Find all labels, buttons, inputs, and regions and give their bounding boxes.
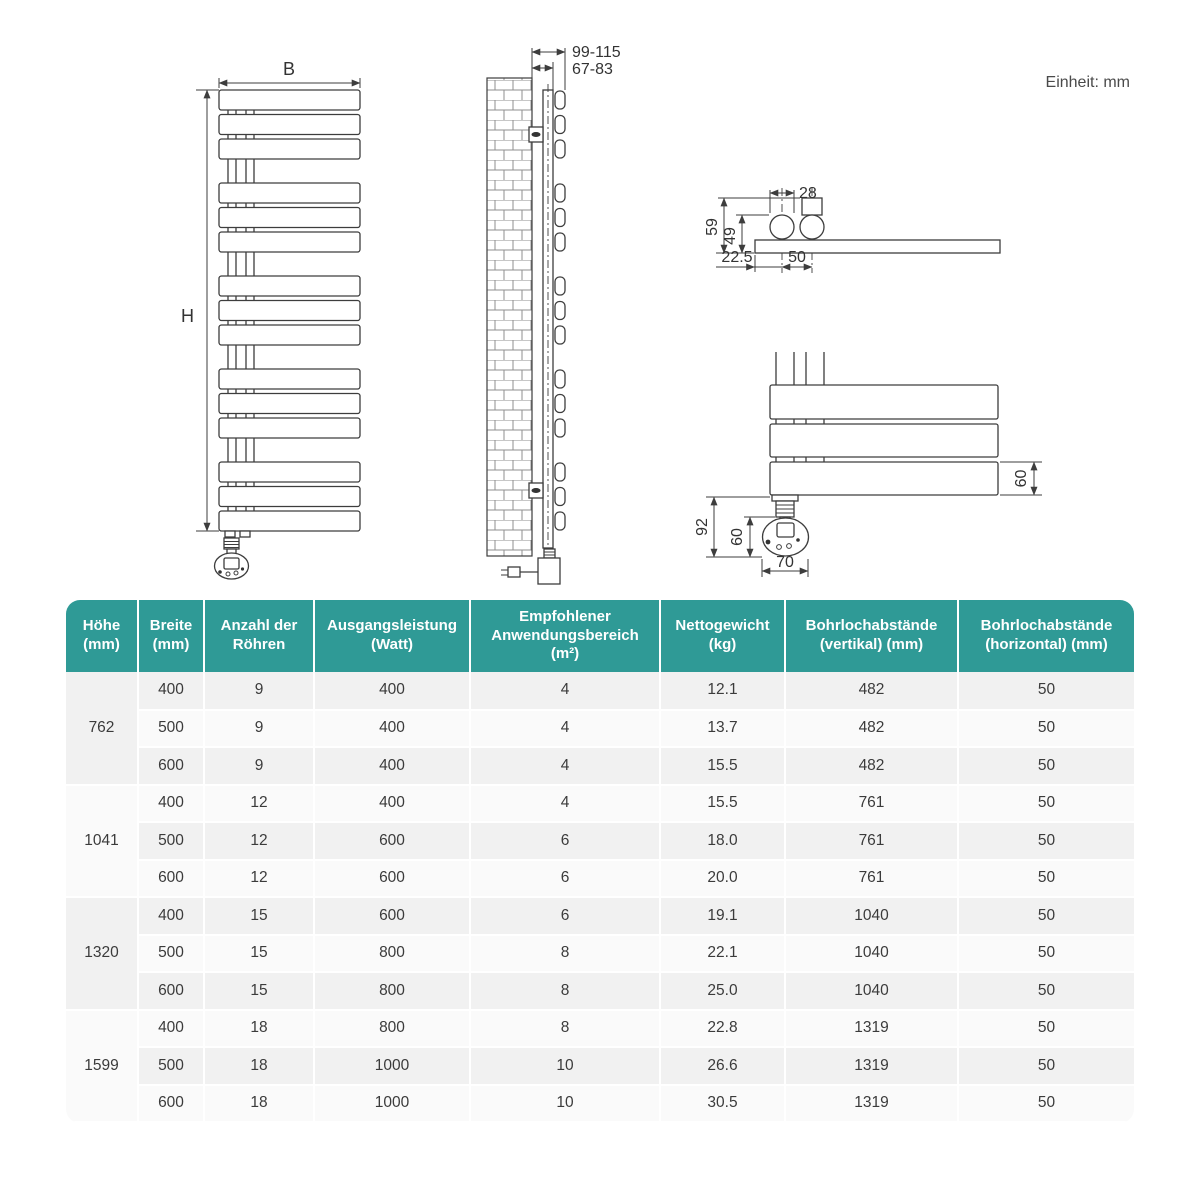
header-nettogewicht: Nettogewicht (kg) [660,600,785,672]
table-row [66,972,1134,1010]
table-cell: 1000 [314,1085,470,1123]
table-cell: 18.0 [660,822,785,860]
dim-label-height: H [181,306,194,326]
wall-bracket-bottom [529,483,543,498]
table-header-row [66,600,1134,672]
header-breite: Breite (mm) [138,600,204,672]
dim-mount-depth [532,44,621,90]
heating-element-detail [763,495,809,556]
table-cell: 482 [785,747,958,785]
table-cell: 800 [314,935,470,973]
table-cell: 500 [138,1047,204,1085]
bottom-detail [694,352,1042,577]
table-row [66,935,1134,973]
table-cell: 1319 [785,1010,958,1048]
header-bohrloch-horizontal: Bohrlochabstände (horizontal) (mm) [958,600,1134,672]
dim-label-60-panel: 60 [1013,469,1030,488]
table-cell: 22.1 [660,935,785,973]
table-row [66,1047,1134,1085]
table-body [66,672,1134,1122]
heating-element-front [215,531,251,579]
table-row [66,1085,1134,1123]
table-row [66,1010,1134,1048]
table-cell: 50 [958,1010,1134,1048]
top-connection-detail [704,185,1000,273]
table-cell: 12 [204,860,314,898]
table-cell: 20.0 [660,860,785,898]
table-cell: 9 [204,710,314,748]
height-group-cell: 1041 [66,785,138,898]
table-cell: 1040 [785,897,958,935]
wall [487,78,532,556]
table-cell: 600 [138,747,204,785]
table-cell: 600 [138,1085,204,1123]
table-cell: 8 [470,972,660,1010]
dim-panel-depth [1000,462,1042,495]
table-cell: 4 [470,785,660,823]
table-cell: 6 [470,822,660,860]
dim-label-60-element: 60 [729,528,746,546]
table-cell: 600 [314,822,470,860]
table-cell: 1040 [785,935,958,973]
table-cell: 800 [314,972,470,1010]
table-cell: 18 [204,1047,314,1085]
table-cell: 482 [785,672,958,710]
wall-bracket-top [529,127,543,142]
table-cell: 50 [958,747,1134,785]
table-cell: 50 [958,935,1134,973]
table-cell: 13.7 [660,710,785,748]
table-cell: 1040 [785,972,958,1010]
header-bohrloch-vertikal: Bohrlochabstände (vertikal) (mm) [785,600,958,672]
height-group-cell: 1599 [66,1010,138,1123]
front-view [181,59,360,579]
table-cell: 1319 [785,1085,958,1123]
dim-label-70: 70 [776,554,794,571]
table-cell: 600 [314,897,470,935]
table-cell: 50 [958,1085,1134,1123]
table-cell: 22.8 [660,1010,785,1048]
table-cell: 15 [204,972,314,1010]
table-cell: 6 [470,897,660,935]
table-cell: 600 [314,860,470,898]
table-cell: 9 [204,672,314,710]
table-cell: 10 [470,1085,660,1123]
table-cell: 400 [314,747,470,785]
height-group-cell: 762 [66,672,138,785]
pipe-left [770,215,794,239]
table-cell: 26.6 [660,1047,785,1085]
table-cell: 600 [138,860,204,898]
dim-label-49: 49 [722,227,739,245]
table-row [66,747,1134,785]
front-bars [219,90,360,531]
table-cell: 12 [204,785,314,823]
table-cell: 12 [204,822,314,860]
height-group-cell: 1320 [66,897,138,1010]
table-cell: 761 [785,785,958,823]
table-cell: 8 [470,935,660,973]
table-row [66,672,1134,710]
dim-element-heights [694,497,775,557]
bottom-bars [770,385,998,495]
table-row [66,860,1134,898]
table-row [66,822,1134,860]
table-cell: 500 [138,710,204,748]
table-cell: 15.5 [660,747,785,785]
dim-label-59: 59 [704,218,721,236]
table-cell: 50 [958,672,1134,710]
table-cell: 50 [958,710,1134,748]
table-cell: 482 [785,710,958,748]
dim-label-28: 28 [799,185,817,202]
side-tube-bumps [555,91,565,530]
table-row [66,785,1134,823]
table-cell: 500 [138,935,204,973]
table-cell: 1000 [314,1047,470,1085]
table-cell: 18 [204,1010,314,1048]
dim-label-depth-min: 67-83 [572,61,613,78]
dim-height-H [181,90,219,531]
spec-table [66,600,1134,1123]
table-cell: 8 [470,1010,660,1048]
table-cell: 15 [204,897,314,935]
table-cell: 50 [958,1047,1134,1085]
table-cell: 400 [138,1010,204,1048]
table-cell: 10 [470,1047,660,1085]
header-anzahl-roehren: Anzahl der Röhren [204,600,314,672]
table-cell: 400 [138,672,204,710]
header-anwendungsbereich: Empfohlener Anwendungsbereich (m²) [470,600,660,672]
dim-label-22-5: 22.5 [721,249,753,266]
dim-label-92: 92 [694,518,711,536]
table-cell: 4 [470,672,660,710]
table-row [66,897,1134,935]
table-cell: 50 [958,822,1134,860]
table-cell: 800 [314,1010,470,1048]
table-cell: 400 [314,785,470,823]
side-view [487,44,621,584]
table-cell: 15 [204,935,314,973]
dim-label-width: B [282,59,296,79]
header-ausgangsleistung: Ausgangsleistung (Watt) [314,600,470,672]
table-cell: 4 [470,710,660,748]
table-cell: 30.5 [660,1085,785,1123]
unit-note: Einheit: mm [1045,74,1130,91]
table-cell: 600 [138,972,204,1010]
table-cell: 25.0 [660,972,785,1010]
table-cell: 15.5 [660,785,785,823]
table-cell: 6 [470,860,660,898]
table-cell: 400 [314,710,470,748]
table-cell: 19.1 [660,897,785,935]
table-cell: 9 [204,747,314,785]
table-cell: 12.1 [660,672,785,710]
header-hoehe: Höhe (mm) [66,600,138,672]
dim-label-50: 50 [788,249,806,266]
dim-label-depth-total: 99-115 [572,44,621,61]
table-cell: 50 [958,897,1134,935]
table-cell: 50 [958,785,1134,823]
dim-width-B [219,59,360,88]
table-cell: 761 [785,860,958,898]
table-cell: 400 [138,785,204,823]
table-cell: 400 [314,672,470,710]
table-row [66,710,1134,748]
table-cell: 761 [785,822,958,860]
table-cell: 4 [470,747,660,785]
dim-element-width [762,554,808,577]
table-cell: 18 [204,1085,314,1123]
table-cell: 50 [958,860,1134,898]
table-cell: 400 [138,897,204,935]
pipe-right [800,215,824,239]
table-cell: 500 [138,822,204,860]
table-cell: 50 [958,972,1134,1010]
table-cell: 1319 [785,1047,958,1085]
